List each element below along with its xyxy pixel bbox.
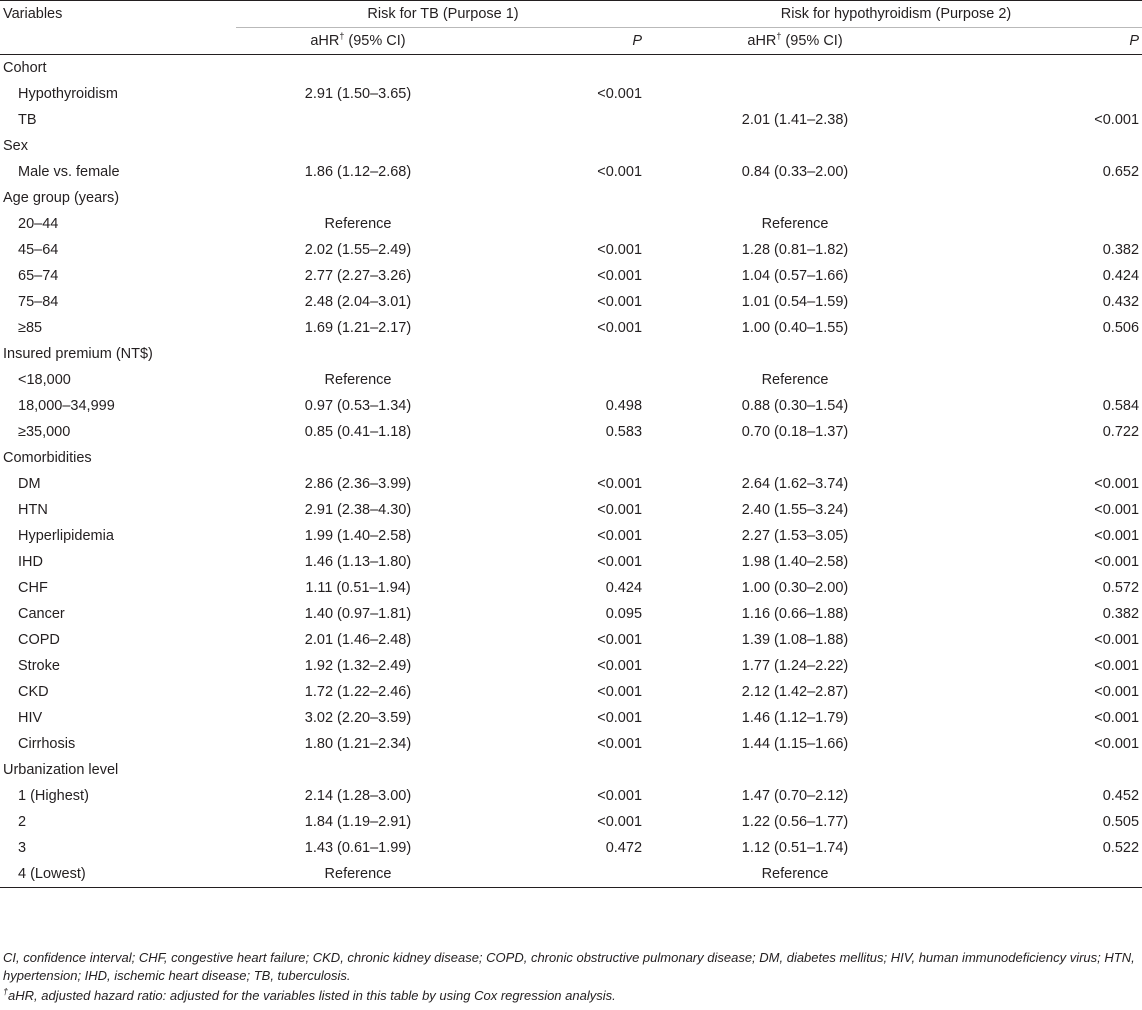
variable-label: Cancer — [18, 606, 65, 622]
tb-p-cell: <0.001 — [597, 788, 643, 804]
variable-label: 4 (Lowest) — [0, 861, 236, 888]
tb-p-cell — [480, 445, 650, 471]
tb-p-cell: 0.095 — [605, 606, 643, 622]
tb-p-cell: <0.001 — [597, 242, 643, 258]
hypo-p-cell — [940, 341, 1142, 367]
tb-p-cell: <0.001 — [597, 736, 643, 752]
header-hypo-ahr-ci: (95% CI) — [781, 33, 843, 49]
variable-label: HTN — [18, 502, 48, 518]
tb-p-cell: <0.001 — [597, 294, 643, 310]
hypo-ahr-cell: 1.12 (0.51–1.74) — [741, 840, 849, 856]
hypo-ahr-cell — [650, 757, 940, 783]
variable-label: Stroke — [18, 658, 60, 674]
hypo-p-cell: <0.001 — [1094, 554, 1140, 570]
tb-ahr-cell: Reference — [324, 372, 392, 388]
hypo-p-cell: <0.001 — [1094, 736, 1140, 752]
hypo-p-cell: 0.652 — [1102, 164, 1140, 180]
hypo-ahr-cell: 1.22 (0.56–1.77) — [741, 814, 849, 830]
header-tb-p: P — [480, 28, 650, 55]
tb-p-cell: <0.001 — [597, 554, 643, 570]
header-row-groups — [0, 1, 1142, 28]
hypo-ahr-cell: 1.16 (0.66–1.88) — [741, 606, 849, 622]
table-row — [0, 159, 1142, 185]
variable-label: 45–64 — [18, 242, 59, 258]
hypo-ahr-cell: 1.77 (1.24–2.22) — [741, 658, 849, 674]
table-row — [0, 107, 1142, 133]
hypo-ahr-cell: 0.84 (0.33–2.00) — [741, 164, 849, 180]
tb-ahr-cell — [236, 185, 480, 211]
hypo-ahr-cell: 1.98 (1.40–2.58) — [741, 554, 849, 570]
table-row — [0, 237, 1142, 263]
tb-p-cell: <0.001 — [597, 528, 643, 544]
header-row-columns — [0, 28, 1142, 55]
tb-ahr-cell: 1.80 (1.21–2.34) — [304, 736, 412, 752]
variable-label: 1 (Highest) — [18, 788, 89, 804]
hypo-p-cell: <0.001 — [1094, 684, 1140, 700]
hypo-p-cell — [940, 757, 1142, 783]
hypo-p-cell: <0.001 — [1094, 476, 1140, 492]
table-row — [0, 601, 1142, 627]
table-row — [0, 549, 1142, 575]
tb-p-cell: 0.583 — [605, 424, 643, 440]
hypo-ahr-cell: 1.00 (0.30–2.00) — [741, 580, 849, 596]
tb-p-cell — [480, 185, 650, 211]
hypo-ahr-cell: 1.44 (1.15–1.66) — [741, 736, 849, 752]
footnote-ahr-text: aHR, adjusted hazard ratio: adjusted for the variables listed in this table by using Cox regression analysis. — [8, 988, 616, 1003]
dagger-mark: † — [339, 31, 345, 42]
tb-ahr-cell: 1.99 (1.40–2.58) — [304, 528, 412, 544]
variable-label: 2 — [18, 814, 27, 830]
hypo-ahr-cell: 0.70 (0.18–1.37) — [741, 424, 849, 440]
footnote-abbreviations: CI, confidence interval; CHF, congestive heart failure; CKD, chronic kidney disease; COPD, chronic obstructive pulmonary disease; DM, diabetes mellitus; HIV, human immunodeficiency virus; HTN, hypertension; IHD, ischemic heart disease; TB, tuberculosis. — [3, 950, 1135, 983]
tb-ahr-cell: 1.84 (1.19–2.91) — [304, 814, 412, 830]
hypo-ahr-cell: 2.27 (1.53–3.05) — [741, 528, 849, 544]
tb-p-cell — [480, 757, 650, 783]
section-row — [0, 133, 1142, 159]
footnotes — [3, 949, 1139, 1007]
hypo-p-cell — [940, 55, 1142, 82]
tb-ahr-cell — [236, 341, 480, 367]
hypo-p-cell — [940, 211, 1142, 237]
header-group-hypothyroidism: Risk for hypothyroidism (Purpose 2) — [650, 1, 1142, 28]
tb-ahr-cell: 2.77 (2.27–3.26) — [304, 268, 412, 284]
hypo-ahr-cell: 1.04 (0.57–1.66) — [741, 268, 849, 284]
variable-label: Hypothyroidism — [18, 86, 118, 102]
table-row — [0, 497, 1142, 523]
hypo-p-cell: <0.001 — [1094, 658, 1140, 674]
tb-ahr-cell: 2.48 (2.04–3.01) — [304, 294, 412, 310]
tb-ahr-cell: 2.01 (1.46–2.48) — [304, 632, 412, 648]
table-row — [0, 861, 1142, 888]
hypo-ahr-cell — [650, 185, 940, 211]
header-blank — [0, 28, 236, 55]
header-group-tb: Risk for TB (Purpose 1) — [236, 1, 650, 28]
tb-ahr-cell: 2.91 (1.50–3.65) — [304, 86, 412, 102]
variable-label: ≥35,000 — [18, 424, 71, 440]
table-row — [0, 705, 1142, 731]
tb-ahr-cell: 0.97 (0.53–1.34) — [304, 398, 412, 414]
variable-label: CKD — [18, 684, 49, 700]
table-row — [0, 523, 1142, 549]
tb-ahr-cell: 2.02 (1.55–2.49) — [304, 242, 412, 258]
tb-p-cell: <0.001 — [597, 658, 643, 674]
hypo-ahr-cell: Reference — [650, 861, 940, 888]
hypo-p-cell: 0.722 — [1102, 424, 1140, 440]
section-label: Urbanization level — [3, 762, 119, 778]
table-row — [0, 731, 1142, 757]
table-row — [0, 289, 1142, 315]
tb-p-cell — [480, 55, 650, 82]
hypo-ahr-cell — [650, 445, 940, 471]
footnote-dagger: † — [3, 986, 9, 997]
tb-ahr-cell: 1.72 (1.22–2.46) — [304, 684, 412, 700]
hypo-p-cell: 0.505 — [1102, 814, 1140, 830]
header-tb-ahr — [236, 28, 480, 55]
header-tb-ahr-ci: (95% CI) — [344, 33, 406, 49]
header-hypo-p: P — [940, 28, 1142, 55]
table-row — [0, 653, 1142, 679]
section-row — [0, 185, 1142, 211]
tb-ahr-cell: 3.02 (2.20–3.59) — [304, 710, 412, 726]
hypo-p-cell — [940, 133, 1142, 159]
hypo-p-cell: 0.432 — [1102, 294, 1140, 310]
tb-ahr-cell — [236, 133, 480, 159]
tb-p-cell — [480, 211, 650, 237]
tb-p-cell — [480, 341, 650, 367]
hypo-ahr-cell: 1.01 (0.54–1.59) — [741, 294, 849, 310]
tb-p-cell: <0.001 — [597, 164, 643, 180]
hypo-ahr-cell — [650, 81, 940, 107]
tb-p-cell: <0.001 — [597, 268, 643, 284]
section-label: Insured premium (NT$) — [3, 346, 153, 362]
hypo-ahr-cell — [650, 133, 940, 159]
table-row — [0, 783, 1142, 809]
header-hypo-ahr — [650, 28, 940, 55]
variable-label: 20–44 — [18, 216, 59, 232]
hypo-p-cell: <0.001 — [1094, 112, 1140, 128]
tb-p-cell: 0.424 — [605, 580, 643, 596]
table-row — [0, 263, 1142, 289]
section-label: Comorbidities — [3, 450, 92, 466]
tb-ahr-cell: 1.43 (0.61–1.99) — [304, 840, 412, 856]
variable-label: <18,000 — [18, 372, 71, 388]
tb-ahr-cell: Reference — [236, 861, 480, 888]
hypo-p-cell — [940, 445, 1142, 471]
variable-label: Male vs. female — [18, 164, 120, 180]
section-row — [0, 445, 1142, 471]
table-row — [0, 679, 1142, 705]
variable-label: TB — [18, 112, 37, 128]
table-row — [0, 315, 1142, 341]
hypo-p-cell — [940, 367, 1142, 393]
table-row — [0, 627, 1142, 653]
hypo-p-cell: 0.522 — [1102, 840, 1140, 856]
section-row — [0, 341, 1142, 367]
tb-ahr-cell: 0.85 (0.41–1.18) — [304, 424, 412, 440]
hypo-ahr-cell: 1.46 (1.12–1.79) — [741, 710, 849, 726]
hypo-ahr-cell — [650, 341, 940, 367]
table-row — [0, 393, 1142, 419]
hypo-p-cell: 0.506 — [1102, 320, 1140, 336]
tb-ahr-cell: 1.69 (1.21–2.17) — [304, 320, 412, 336]
tb-p-cell: <0.001 — [597, 814, 643, 830]
tb-ahr-cell: 1.92 (1.32–2.49) — [304, 658, 412, 674]
tb-p-cell — [480, 367, 650, 393]
hypo-p-cell: 0.584 — [1102, 398, 1140, 414]
variable-label: Hyperlipidemia — [18, 528, 114, 544]
tb-ahr-cell: 1.11 (0.51–1.94) — [305, 580, 411, 596]
hypo-ahr-cell: 2.64 (1.62–3.74) — [741, 476, 849, 492]
tb-p-cell — [480, 133, 650, 159]
tb-p-cell — [480, 861, 650, 888]
hypo-ahr-cell: 1.39 (1.08–1.88) — [741, 632, 849, 648]
hypo-ahr-cell: Reference — [761, 216, 829, 232]
tb-p-cell: <0.001 — [597, 684, 643, 700]
hypo-p-cell: 0.382 — [1102, 242, 1140, 258]
hypo-p-cell: 0.424 — [1102, 268, 1140, 284]
table-row — [0, 471, 1142, 497]
hypo-ahr-cell: 2.01 (1.41–2.38) — [741, 112, 849, 128]
tb-p-cell: <0.001 — [597, 320, 643, 336]
table-row — [0, 809, 1142, 835]
variable-label: IHD — [18, 554, 43, 570]
variable-label: 3 — [18, 840, 27, 856]
table-body — [0, 55, 1142, 888]
hypo-ahr-cell: 1.00 (0.40–1.55) — [741, 320, 849, 336]
tb-p-cell: 0.472 — [605, 840, 643, 856]
tb-ahr-cell — [236, 55, 480, 82]
hypo-ahr-cell: 1.28 (0.81–1.82) — [741, 242, 849, 258]
tb-p-cell: <0.001 — [597, 710, 643, 726]
table-row — [0, 835, 1142, 861]
tb-ahr-cell: 1.86 (1.12–2.68) — [304, 164, 412, 180]
hypo-p-cell: 0.572 — [1102, 580, 1140, 596]
tb-ahr-cell — [236, 757, 480, 783]
hypo-p-cell: <0.001 — [1094, 710, 1140, 726]
header-hypo-ahr-base: aHR — [747, 33, 777, 49]
header-variables: Variables — [0, 1, 236, 28]
tb-ahr-cell: 2.91 (2.38–4.30) — [304, 502, 412, 518]
variable-label: 65–74 — [18, 268, 59, 284]
section-label: Age group (years) — [3, 190, 120, 206]
tb-ahr-cell: 2.86 (2.36–3.99) — [304, 476, 412, 492]
section-label: Cohort — [3, 60, 47, 76]
dagger-mark: † — [776, 31, 782, 42]
tb-ahr-cell — [236, 107, 480, 133]
tb-p-cell: 0.498 — [605, 398, 643, 414]
hypo-p-cell: <0.001 — [1094, 528, 1140, 544]
table-row — [0, 81, 1142, 107]
tb-p-cell: <0.001 — [597, 476, 643, 492]
variable-label: COPD — [18, 632, 60, 648]
table-row — [0, 211, 1142, 237]
footnote-ahr — [3, 987, 1139, 1005]
variable-label: Cirrhosis — [18, 736, 76, 752]
header-tb-ahr-base: aHR — [310, 33, 340, 49]
section-row — [0, 757, 1142, 783]
hypo-ahr-cell: Reference — [761, 372, 829, 388]
tb-p-cell: <0.001 — [597, 632, 643, 648]
hypo-p-cell: <0.001 — [1094, 502, 1140, 518]
tb-ahr-cell: 2.14 (1.28–3.00) — [304, 788, 412, 804]
tb-p-cell: <0.001 — [597, 502, 643, 518]
variable-label: 18,000–34,999 — [18, 398, 115, 414]
tb-ahr-cell: 1.40 (0.97–1.81) — [304, 606, 412, 622]
hypo-p-cell — [940, 861, 1142, 888]
variable-label: ≥85 — [18, 320, 43, 336]
table-row — [0, 367, 1142, 393]
hypo-p-cell — [940, 185, 1142, 211]
variable-label: DM — [18, 476, 41, 492]
section-row — [0, 55, 1142, 82]
section-label: Sex — [3, 138, 28, 154]
hypo-ahr-cell: 2.12 (1.42–2.87) — [741, 684, 849, 700]
hypo-p-cell: 0.382 — [1102, 606, 1140, 622]
hypo-p-cell: 0.452 — [1102, 788, 1140, 804]
hypo-ahr-cell: 2.40 (1.55–3.24) — [741, 502, 849, 518]
tb-ahr-cell — [236, 445, 480, 471]
tb-ahr-cell: 1.46 (1.13–1.80) — [304, 554, 412, 570]
variable-label: CHF — [18, 580, 48, 596]
tb-p-cell — [480, 107, 650, 133]
hypo-ahr-cell: 0.88 (0.30–1.54) — [741, 398, 849, 414]
variable-label: 75–84 — [18, 294, 59, 310]
table-row — [0, 575, 1142, 601]
hypo-p-cell: <0.001 — [1094, 632, 1140, 648]
tb-ahr-cell: Reference — [324, 216, 392, 232]
tb-p-cell: <0.001 — [597, 86, 643, 102]
variable-label: HIV — [18, 710, 43, 726]
table-row — [0, 419, 1142, 445]
hypo-ahr-cell: 1.47 (0.70–2.12) — [741, 788, 849, 804]
hypo-ahr-cell — [650, 55, 940, 82]
hypo-p-cell — [940, 81, 1142, 107]
